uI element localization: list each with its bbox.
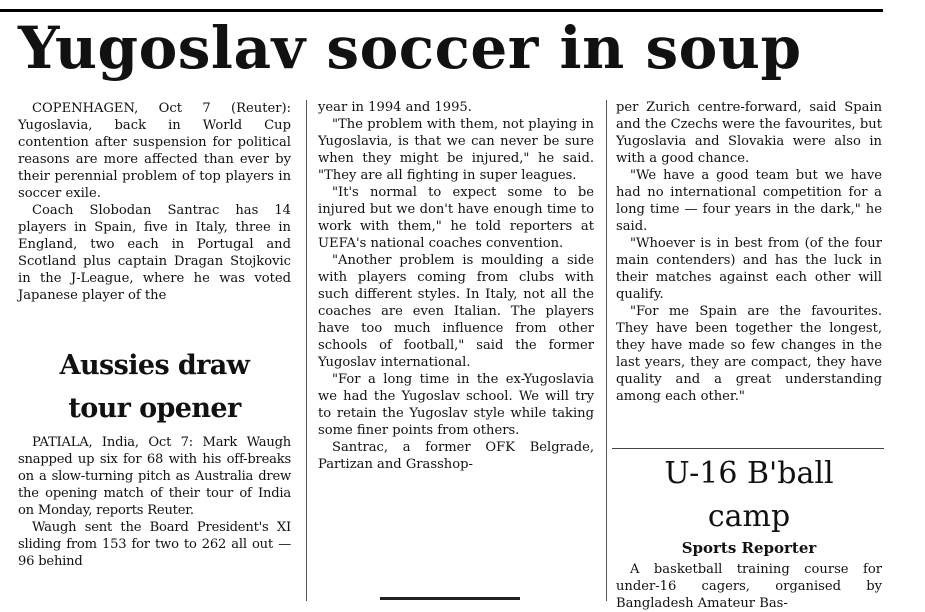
article1-paragraph: "For a long time in the ex-Yugoslavia we had the Yugoslav school. We will try to retain the Yugoslav style while taking some finer points from others. [318,372,594,438]
article1-column3 [616,99,882,405]
column-divider [306,100,307,601]
article1-paragraph: year in 1994 and 1995. [318,100,472,115]
article3-byline: Sports Reporter [681,539,817,557]
article1-paragraph: "Another problem is moulding a side with players coming from clubs with such different styles. In Italy, not all the coaches are even Italian. The players have too much influence from other schools of football," said the former Yugoslav international. [318,253,594,370]
article1-paragraph: Santrac, a former OFK Belgrade, Partizan and Grasshop- [318,440,594,472]
article1-paragraph: per Zurich centre-forward, said Spain and the Czechs were the favourites, but Yugoslavia and Slovakia were also in with a good chance. [616,100,882,166]
column-bottom-rule [380,597,520,600]
article1-paragraph: "Whoever is in best from (of the four main contenders) and has the luck in their matches against each other will qualify. [616,236,882,302]
article2-paragraph: PATIALA, India, Oct 7: Mark Waugh snapped up six for 68 with his off-breaks on a slow-turning pitch as Australia drew the opening match of their tour of India on Monday, reports Reuter. [18,435,291,518]
article3-body [616,561,882,612]
article1-paragraph: COPENHAGEN, Oct 7 (Reuter): Yugoslavia, back in World Cup contention after suspension for political reasons are more affected than ever by their perennial problem of top players in soccer exile. [18,101,291,201]
article2-headline-line2: tour opener [68,393,241,424]
article1-column2 [318,99,594,473]
article2-paragraph: Waugh sent the Board President's XI sliding from 153 for two to 262 all out — 96 behind [18,520,291,569]
main-headline: Yugoslav soccer in soup [18,14,802,82]
article3-paragraph: A basketball training course for under-16 cagers, organised by Bangladesh Amateur Bas- [616,562,882,611]
article3-headline-line2: camp [707,499,791,534]
article1-paragraph: Coach Slobodan Santrac has 14 players in Spain, five in Italy, three in England, two each in Portugal and Scotland plus captain Dragan Stojkovic in the J-League, where he was voted Japanese player of the [18,203,291,303]
article1-paragraph: "It's normal to expect some to be injured but we don't have enough time to work with them," he told reporters at UEFA's national coaches convention. [318,185,594,251]
article1-column1 [18,100,291,304]
article-separator [612,448,884,449]
article1-paragraph: "The problem with them, not playing in Yugoslavia, is that we can never be sure when they might be injured," he said. "They are all fighting in super leagues. [318,117,594,183]
column-divider [606,100,607,601]
article3-headline-line1: U-16 B'ball [664,456,834,491]
article1-paragraph: "For me Spain are the favourites. They have been together the longest, they have made so few changes in the last years, they are compact, they have quality and a great understanding among each other." [616,304,882,404]
article1-paragraph: "We have a good team but we have had no international competition for a long time — four years in the dark," he said. [616,168,882,234]
article2-body [18,434,291,570]
article2-headline-line1: Aussies draw [59,350,250,381]
